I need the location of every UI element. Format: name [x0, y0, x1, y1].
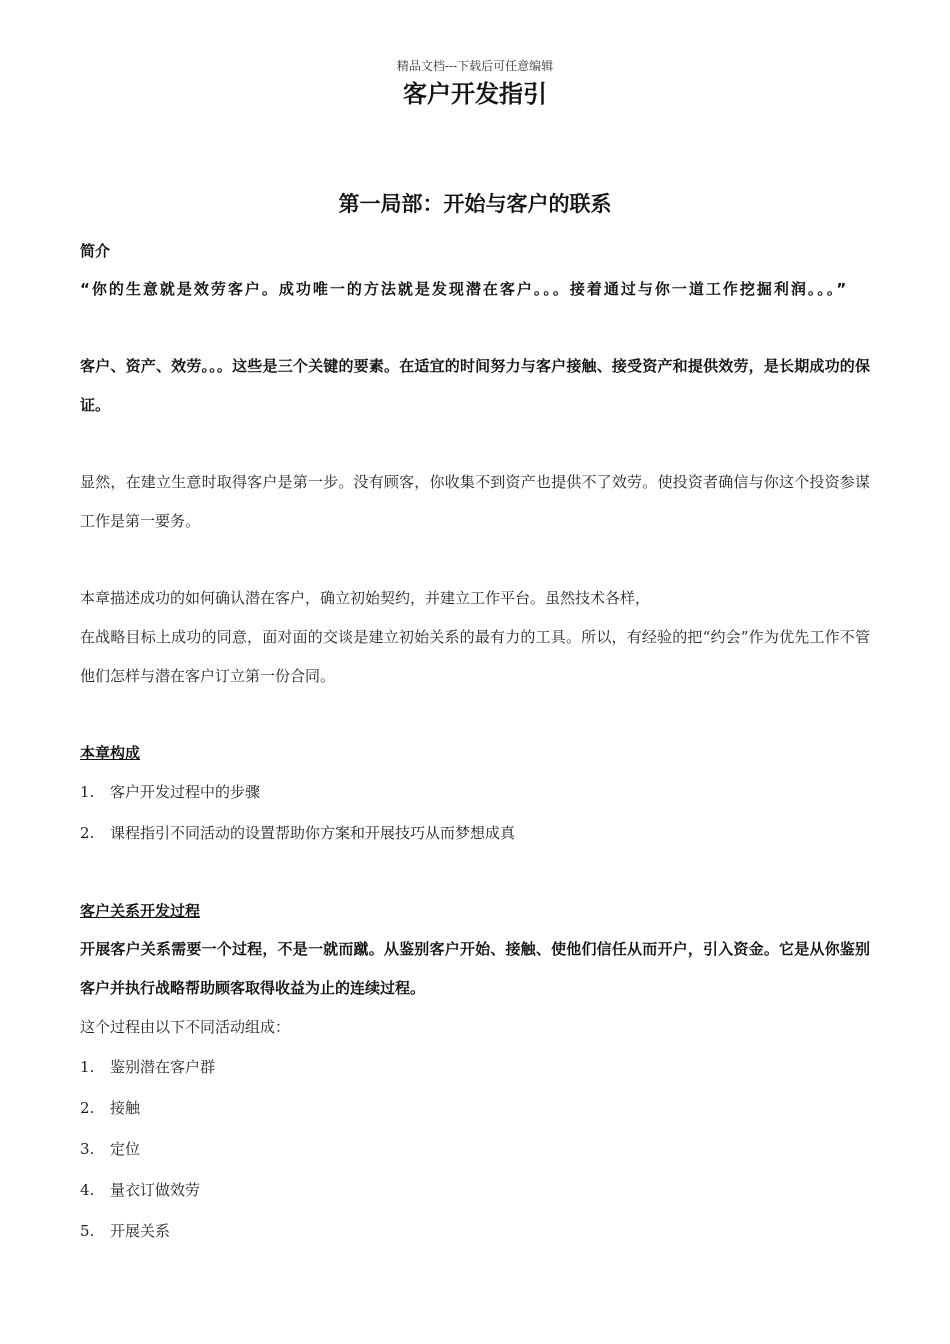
list-item-number: 1. — [80, 1058, 95, 1076]
list-item-number: 4. — [80, 1181, 95, 1199]
header-note: 精品文档---下载后可任意编辑 — [396, 59, 554, 73]
list-item — [80, 1170, 870, 1211]
intro-quote: “你的生意就是效劳客户。成功唯一的方法就是发现潜在客户。。。接着通过与你一道工作挖掘利润。。。” — [80, 280, 849, 298]
section-title: 第一局部：开始与客户的联系 — [338, 192, 612, 216]
process-lead: 这个过程由以下不同活动组成： — [80, 1018, 291, 1036]
list-item-number: 2. — [80, 824, 95, 842]
chapter-heading-text: 本章构成 — [80, 744, 141, 762]
list-item — [80, 1047, 870, 1088]
list-item-text: 量衣订做效劳 — [110, 1181, 201, 1199]
intro-heading: 简介 — [80, 242, 111, 260]
intro-paragraph-2-line-1: 本章描述成功的如何确认潜在客户，确立初始契约，并建立工作平台。虽然技术各样， — [80, 589, 651, 607]
list-item — [80, 772, 870, 813]
process-bold-paragraph: 开展客户关系需要一个过程，不是一就而蹴。从鉴别客户开始、接触、使他们信任从而开户，引入资金。它是从你鉴别客户并执行战略帮助顾客取得收益为止的连续过程。 — [80, 940, 870, 997]
process-heading-text: 客户关系开发过程 — [80, 902, 201, 920]
process-heading — [80, 892, 870, 930]
list-item — [80, 1211, 870, 1252]
intro-paragraph-1: 显然，在建立生意时取得客户是第一步。没有顾客，你收集不到资产也提供不了效劳。使投资者确信与你这个投资参谋工作是第一要务。 — [80, 473, 870, 530]
key-elements-paragraph: 客户、资产、效劳。。。这些是三个关键的要素。在适宜的时间努力与客户接触、接受资产和提供效劳，是长期成功的保证。 — [80, 357, 870, 414]
list-item — [80, 813, 870, 854]
chapter-heading — [80, 734, 870, 772]
list-item-number: 3. — [80, 1140, 95, 1158]
list-item — [80, 1088, 870, 1129]
list-item-text: 接触 — [110, 1099, 141, 1117]
list-item-number: 5. — [80, 1222, 95, 1240]
list-item-number: 2. — [80, 1099, 95, 1117]
list-item-text: 课程指引不同活动的设置帮助你方案和开展技巧从而梦想成真 — [110, 824, 516, 842]
process-list — [80, 1047, 870, 1252]
list-item-text: 开展关系 — [110, 1222, 171, 1240]
list-item — [80, 1129, 870, 1170]
list-item-text: 客户开发过程中的步骤 — [110, 783, 261, 801]
chapter-list — [80, 772, 870, 854]
list-item-text: 鉴别潜在客户群 — [110, 1058, 216, 1076]
document-body — [80, 232, 870, 1252]
list-item-number: 1. — [80, 783, 95, 801]
intro-paragraph-2-line-2: 在战略目标上成功的同意，面对面的交谈是建立初始关系的最有力的工具。所以，有经验的把“约会”作为优先工作不管他们怎样与潜在客户订立第一份合同。 — [80, 628, 870, 685]
list-item-text: 定位 — [110, 1140, 141, 1158]
document-title: 客户开发指引 — [403, 80, 547, 108]
